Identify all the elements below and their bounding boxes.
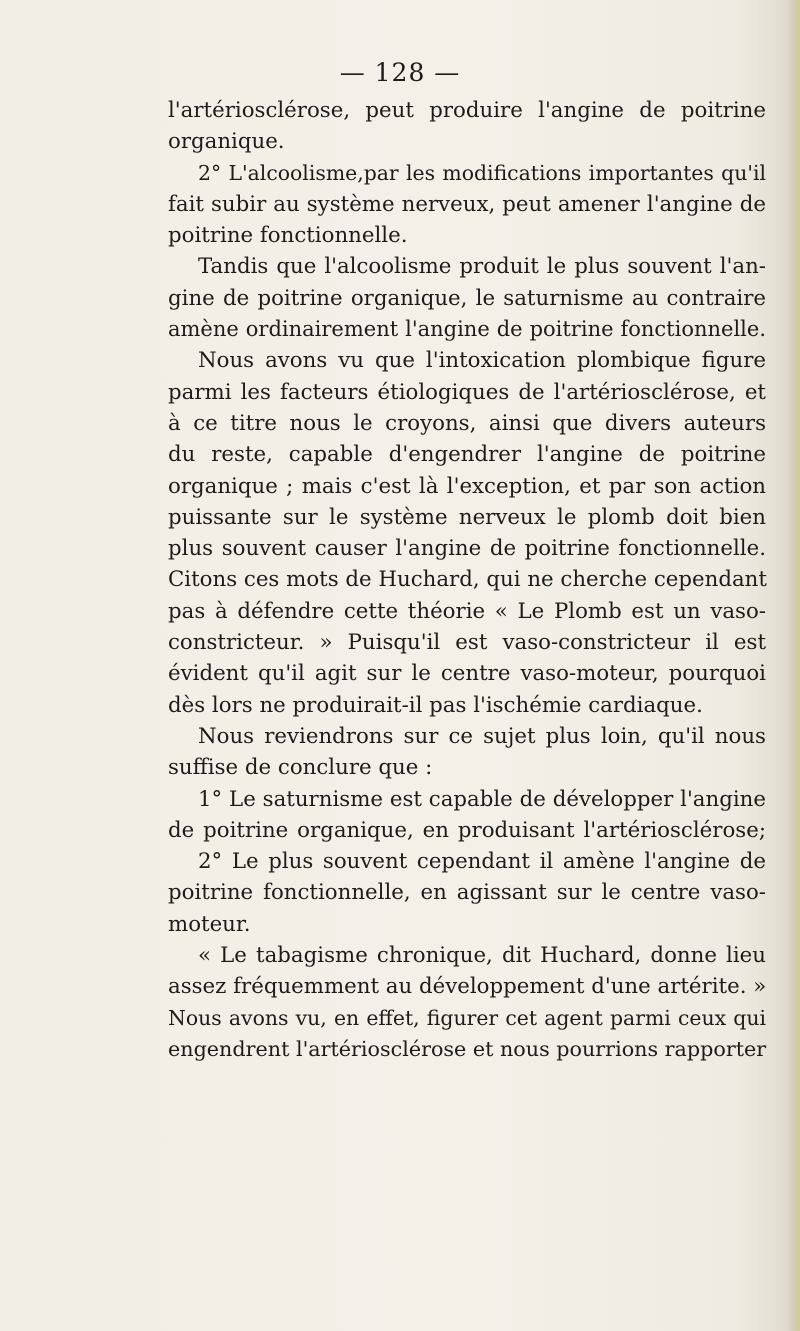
text-line: à ce titre nous le croyons, ainsi que divers auteurs [168,410,766,436]
text-line: puissante sur le système nerveux le plomb doit bien [168,504,766,530]
text-line: « Le tabagisme chronique, dit Huchard, donne lieu [198,943,766,969]
text-line: constricteur. » Puisqu'il est vaso-constricteur il est [168,630,766,656]
text-line: organique ; mais c'est là l'exception, et par son action [168,473,766,499]
page-edge-shadow [786,0,800,1331]
text-line: gine de poitrine organique, le saturnisme au contraire [168,285,766,311]
text-line: 2° L'alcoolisme,par les modifications importantes qu'il [198,160,766,185]
text-line: 1° Le saturnisme est capable de développer l'angine [198,786,766,812]
text-line: plus souvent causer l'angine de poitrine fonctionnelle. [168,536,766,562]
text-line: organique. [168,129,285,155]
text-line: 2° Le plus souvent cependant il amène l'angine de [198,849,766,875]
text-line: amène ordinairement l'angine de poitrine fonctionnelle. [168,317,766,342]
text-line: poitrine fonctionnelle, en agissant sur le centre vaso- [168,880,766,906]
text-line: dès lors ne produirait-il pas l'ischémie cardiaque. [168,692,703,718]
text-line: de poitrine organique, en produisant l'artériosclérose; [168,817,766,843]
text-line: évident qu'il agit sur le centre vaso-moteur, pourquoi [168,661,766,687]
text-line: parmi les facteurs étiologiques de l'artériosclérose, et [168,379,766,405]
text-line: pas à défendre cette théorie « Le Plomb est un vaso- [168,598,766,624]
page-body-text [168,95,766,1065]
text-line: engendrent l'artériosclérose et nous pourrions rapporter [168,1036,767,1061]
text-line: moteur. [168,911,251,937]
text-line: l'artériosclérose, peut produire l'angine de poitrine [168,98,766,123]
page-number: — 128 — [339,58,461,87]
text-line: fait subir au système nerveux, peut amener l'angine de [168,191,766,217]
text-line: Nous avons vu que l'intoxication plombique figure [198,348,766,374]
text-line: Tandis que l'alcoolisme produit le plus souvent l'an- [198,254,766,280]
text-line: assez fréquemment au développement d'une artérite. » [168,974,767,1000]
text-line: Nous reviendrons sur ce sujet plus loin, qu'il nous [198,723,766,749]
text-line: poitrine fonctionnelle. [168,223,408,249]
text-line: du reste, capable d'engendrer l'angine de poitrine [168,442,766,468]
text-line: Nous avons vu, en effet, figurer cet agent parmi ceux qui [168,1005,766,1030]
text-line: Citons ces mots de Huchard, qui ne cherche cependant [168,567,767,593]
text-line: suffise de conclure que : [168,755,433,781]
